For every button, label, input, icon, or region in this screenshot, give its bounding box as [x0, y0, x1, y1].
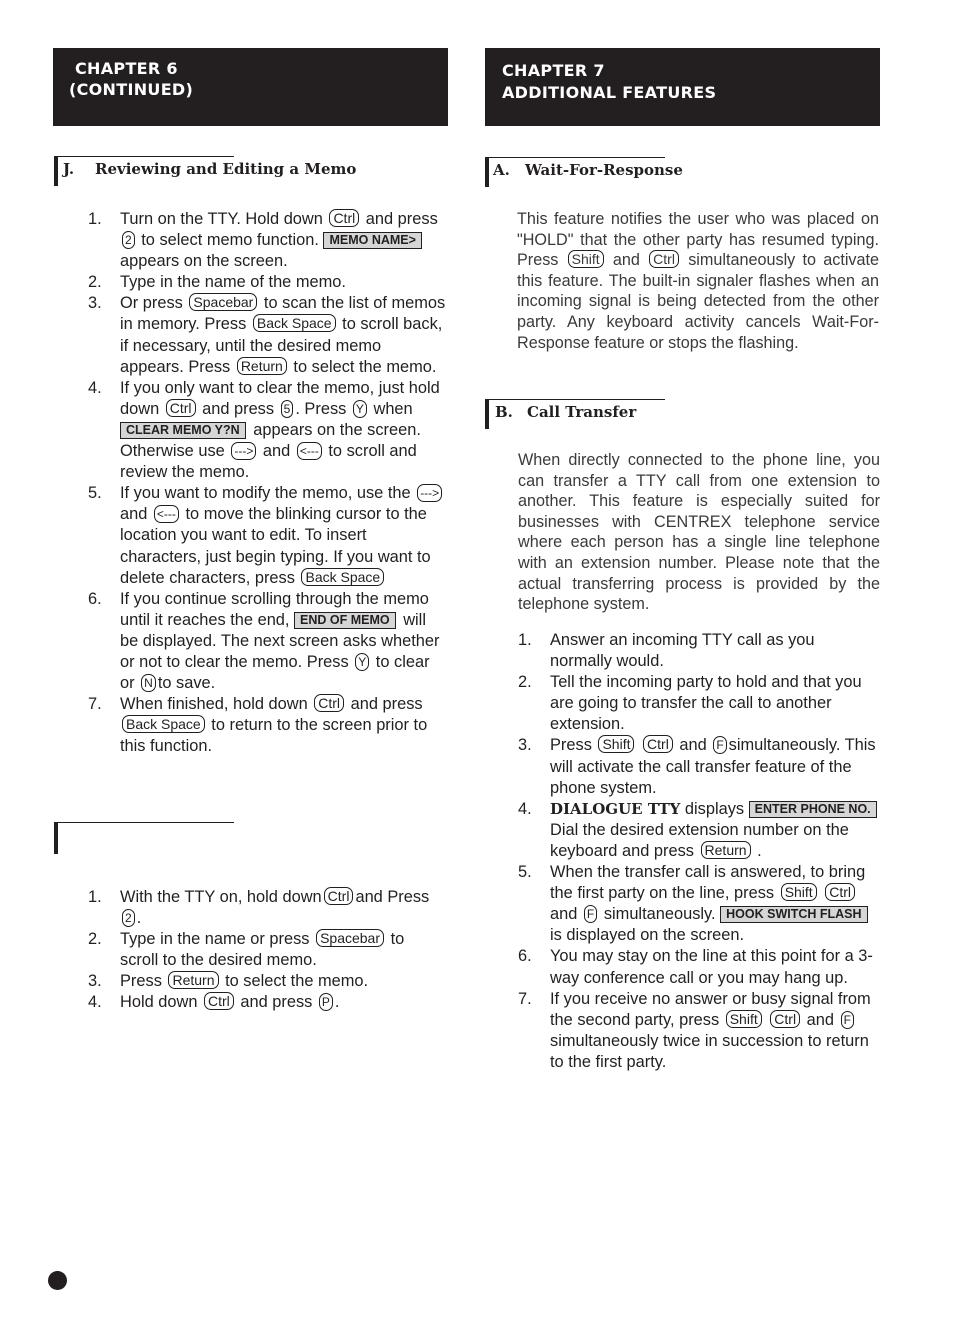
- key-f: F: [584, 905, 597, 923]
- list-item: 1. With the TTY on, hold down Ctrl and Press 2 .: [88, 888, 430, 928]
- enter-phone-display: ENTER PHONE NO.: [749, 801, 877, 818]
- list-item: 2. Type in the name or press Spacebar to scroll to the desired memo.: [88, 930, 405, 970]
- ctrl-key: Ctrl: [770, 1010, 800, 1028]
- ctrl-key: Ctrl: [324, 887, 354, 905]
- list-item: 3. Or press Spacebar to scan the list of memos in memory. Press Back Space to scroll back, if necessary, until the desired memo appears. Press Return to select the memo.: [88, 294, 446, 376]
- key-y: Y: [353, 400, 367, 418]
- print-memo-steps: [88, 887, 446, 1014]
- key-p: P: [319, 993, 333, 1011]
- key-n: N: [141, 674, 156, 692]
- arrow-left-key: <---: [297, 442, 322, 460]
- ctrl-key: Ctrl: [204, 992, 234, 1010]
- clear-memo-display: CLEAR MEMO Y?N: [120, 422, 246, 439]
- product-name: DIALOGUE TTY: [550, 799, 681, 818]
- chapter-6-banner: [53, 48, 448, 126]
- list-item: 2. Type in the name of the memo.: [88, 273, 346, 292]
- arrow-right-key: --->: [231, 442, 256, 460]
- list-item: 4. Hold down Ctrl and press P .: [88, 993, 340, 1012]
- ctrl-key: Ctrl: [649, 250, 679, 268]
- banner-line-2: ADDITIONAL FEATURES: [502, 83, 717, 102]
- call-transfer-paragraph: When directly connected to the phone line, you can transfer a TTY call from one extension to another. This feature is especially suited for businesses with CENTREX telephone service where each person has a single line telephone with an extension number. Please note that the actual transferring process is provided by the telephone system.: [518, 451, 880, 614]
- key-f: F: [841, 1011, 854, 1029]
- section-letter: J.: [63, 160, 75, 178]
- ctrl-key: Ctrl: [166, 399, 196, 417]
- list-item: 1. Answer an incoming TTY call as you normally would.: [518, 631, 815, 671]
- ctrl-key: Ctrl: [314, 694, 344, 712]
- end-of-memo-display: END OF MEMO: [294, 612, 396, 629]
- backspace-key: Back Space: [122, 715, 205, 733]
- section-letter: B.: [495, 403, 513, 421]
- section-letter: A.: [493, 161, 510, 179]
- list-item: 2. Tell the incoming party to hold and that you are going to transfer the call to another extension.: [518, 673, 862, 734]
- banner-line-1: CHAPTER 6: [75, 59, 178, 78]
- ctrl-key: Ctrl: [329, 209, 359, 227]
- list-item: 6. You may stay on the line at this point for a 3-way conference call or you may hang up.: [518, 947, 873, 987]
- wait-for-response-paragraph: This feature notifies the user who was placed on "HOLD" that the other party has resumed typing. Press Shift and Ctrl simultaneously to activate this feature. The built-in signaler flashes when an incoming signal is being detected from the other party. Any keyboard activity cancels Wait-For-Response feature or stops the flashing.: [517, 210, 880, 352]
- list-item: 6. If you continue scrolling through the memo until it reaches the end, END OF MEMO will be displayed. The next screen asks whether or not to clear the memo. Press Y to clear or N to save.: [88, 589, 440, 693]
- section-b-heading: [485, 399, 665, 429]
- return-key: Return: [168, 971, 218, 989]
- ctrl-key: Ctrl: [643, 735, 673, 753]
- call-transfer-steps: [518, 630, 880, 1073]
- shift-key: Shift: [726, 1010, 762, 1028]
- backspace-key: Back Space: [301, 568, 384, 586]
- list-item: 5. When the transfer call is answered, to bring the first party on the line, press Shift Ctrl and F simultaneously. HOOK SWITCH FLASH is displayed on the screen.: [518, 862, 880, 946]
- shift-key: Shift: [781, 883, 817, 901]
- shift-key: Shift: [568, 250, 604, 268]
- spacebar-key: Spacebar: [189, 293, 257, 311]
- section-a-heading: [485, 157, 683, 187]
- banner-line-2: (CONTINUED): [69, 80, 194, 99]
- list-item: 3. Press Return to select the memo.: [88, 972, 369, 991]
- key-y: Y: [355, 653, 369, 671]
- banner-line-1: CHAPTER 7: [502, 61, 605, 80]
- return-key: Return: [701, 841, 751, 859]
- arrow-left-key: <---: [154, 505, 179, 523]
- chapter-7-banner: [485, 48, 880, 126]
- backspace-key: Back Space: [253, 314, 336, 332]
- memo-name-display: MEMO NAME>: [323, 232, 421, 249]
- list-item: 4. DIALOGUE TTY displays ENTER PHONE NO. Dial the desired extension number on the keyboard and press Return .: [518, 799, 880, 862]
- section-k-heading: [54, 822, 234, 854]
- shift-key: Shift: [598, 735, 634, 753]
- ctrl-key: Ctrl: [825, 883, 855, 901]
- list-item: 4. If you only want to clear the memo, just hold down Ctrl and press 5 . Press Y when CLEAR MEMO Y?N appears on the screen. Otherwise use ---> and <--- to scroll and review the memo.: [88, 378, 440, 482]
- list-item: 7. When finished, hold down Ctrl and press Back Space to return to the screen prior to this function.: [88, 695, 428, 756]
- hook-switch-display: HOOK SWITCH FLASH: [720, 906, 867, 923]
- key-5: 5: [281, 400, 294, 418]
- return-key: Return: [237, 357, 287, 375]
- list-item: 5. If you want to modify the memo, use the ---> and <--- to move the blinking cursor to the location you want to edit. To insert characters, just begin typing. If you want to delete characters, press Back Space: [88, 483, 446, 588]
- section-title: Wait-For-Response: [525, 161, 683, 179]
- section-title: Call Transfer: [527, 403, 637, 421]
- memo-review-steps: [88, 209, 446, 757]
- key-f: F: [713, 736, 726, 754]
- list-item: 1. Turn on the TTY. Hold down Ctrl and press 2 to select memo function. MEMO NAME> appears on the screen.: [88, 210, 438, 271]
- list-item: 3. Press Shift Ctrl and F simultaneously. This will activate the call transfer feature of the phone system.: [518, 736, 876, 797]
- key-2: 2: [122, 231, 135, 249]
- section-j-heading: [54, 156, 357, 186]
- page-marker-dot: [48, 1271, 67, 1290]
- list-item: 7. If you receive no answer or busy signal from the second party, press Shift Ctrl and F simultaneously twice in succession to return to the first party.: [518, 989, 871, 1071]
- key-2: 2: [122, 909, 135, 927]
- spacebar-key: Spacebar: [316, 929, 384, 947]
- section-title: Reviewing and Editing a Memo: [95, 160, 357, 178]
- arrow-right-key: --->: [417, 484, 442, 502]
